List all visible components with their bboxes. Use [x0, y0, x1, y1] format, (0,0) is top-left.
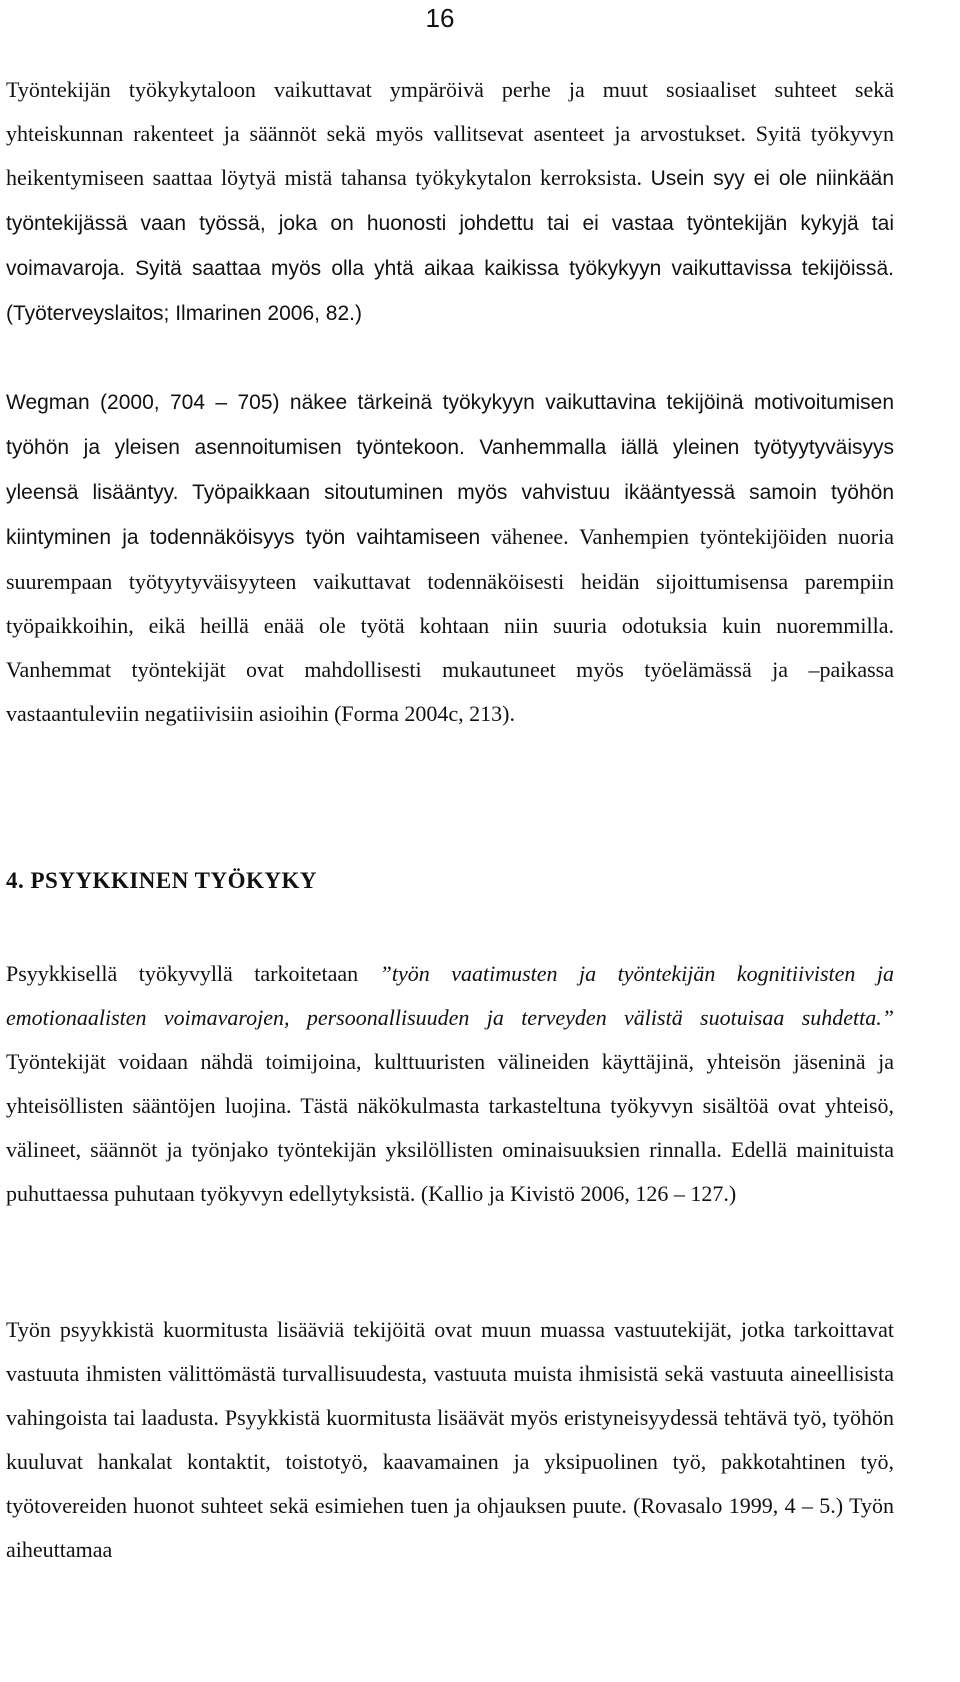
paragraph-3-quote: ”työn vaatimusten ja työntekijän kognitiivisten ja emotionaalisten voimavarojen, persoonallisuuden ja terveyden välistä suotuisaa suhdetta.”: [6, 961, 894, 1030]
paragraph-4-text: Työn psyykkistä kuormitusta lisääviä tekijöitä ovat muun muassa vastuutekijät, jotka tarkoittavat vastuuta ihmisten välittömästä turvallisuudesta, vastuuta muista ihmisistä sekä vastuuta aineellisista vahingoista tai laadusta. Psyykkistä kuormitusta lisäävät myös eristyneisyydessä tehtävä työ, työhön kuuluvat hankalat kontaktit, toistotyö, kaavamainen ja yksipuolinen työ, pakkotahtinen työ, työtovereiden huonot suhteet sekä esimiehen tuen ja ohjauksen puute. (Rovasalo 1999, 4 – 5.) Työn aiheuttamaa: [6, 1317, 894, 1562]
section-heading: 4. PSYYKKINEN TYÖKYKY: [6, 868, 318, 893]
paragraph-2-sans-text: Wegman (2000, 704 – 705) näkee tärkeinä työkykyyn vaikuttavina tekijöinä motivoitumisen työhön ja yleisen asennoitumisen työntekoon. Vanhemmalla iällä yleinen työtyytyväisyys yleensä lisääntyy. Työpaikkaan sitoutuminen myös vahvistuu ikääntyessä samoin työhön kiintyminen ja todennäköisyys työn vaihtamiseen: [6, 391, 894, 549]
paragraph-2-serif-text: vähenee. Vanhempien työntekijöiden nuoria suurempaan työtyytyväisyyteen vaikuttavat todennäköisesti heidän sijoittumisensa parempiin työpaikkoihin, eikä heillä enää ole työtä kohtaan niin suuria odotuksia kuin nuoremmilla. Vanhemmat työntekijät ovat mahdollisesti mukautuneet myös työelämässä ja –paikassa vastaantuleviin negatiivisiin asioihin (Forma 2004c, 213).: [6, 524, 894, 726]
paragraph-1-serif-text: Työntekijän työkykytaloon vaikuttavat ympäröivä perhe ja muut sosiaaliset suhteet sekä yhteiskunnan rakenteet ja säännöt sekä myös vallitsevat asenteet ja arvostukset. Syitä työkyvyn heikentymiseen saattaa löytyä mistä tahansa työkykytalon kerroksista.: [6, 77, 894, 190]
paragraph-3-intro: Psyykkisellä työkyvyllä tarkoitetaan: [6, 961, 380, 986]
paragraph-3: [6, 952, 894, 1216]
paragraph-1: [6, 68, 894, 336]
page-number: 16: [425, 3, 455, 33]
paragraph-4: [6, 1308, 894, 1572]
paragraph-2: [6, 380, 894, 736]
paragraph-3-rest: Työntekijät voidaan nähdä toimijoina, kulttuuristen välineiden käyttäjinä, yhteisön jäseninä ja yhteisöllisten sääntöjen luojina. Tästä näkökulmasta tarkasteltuna työkyvyn sisältöä ovat yhteisö, välineet, säännöt ja työnjako työntekijän yksilöllisten ominaisuuksien rinnalla. Edellä mainituista puhuttaessa puhutaan työkyvyn edellytyksistä. (Kallio ja Kivistö 2006, 126 – 127.): [6, 1049, 894, 1206]
paragraph-1-sans-text: Usein syy ei ole niinkään työntekijässä vaan työssä, joka on huonosti johdettu tai ei vastaa työntekijän kykyjä tai voimavaroja. Syitä saattaa myös olla yhtä aikaa kaikissa työkykyyn vaikuttavissa tekijöissä. (Työterveyslaitos; Ilmarinen 2006, 82.): [6, 167, 895, 325]
